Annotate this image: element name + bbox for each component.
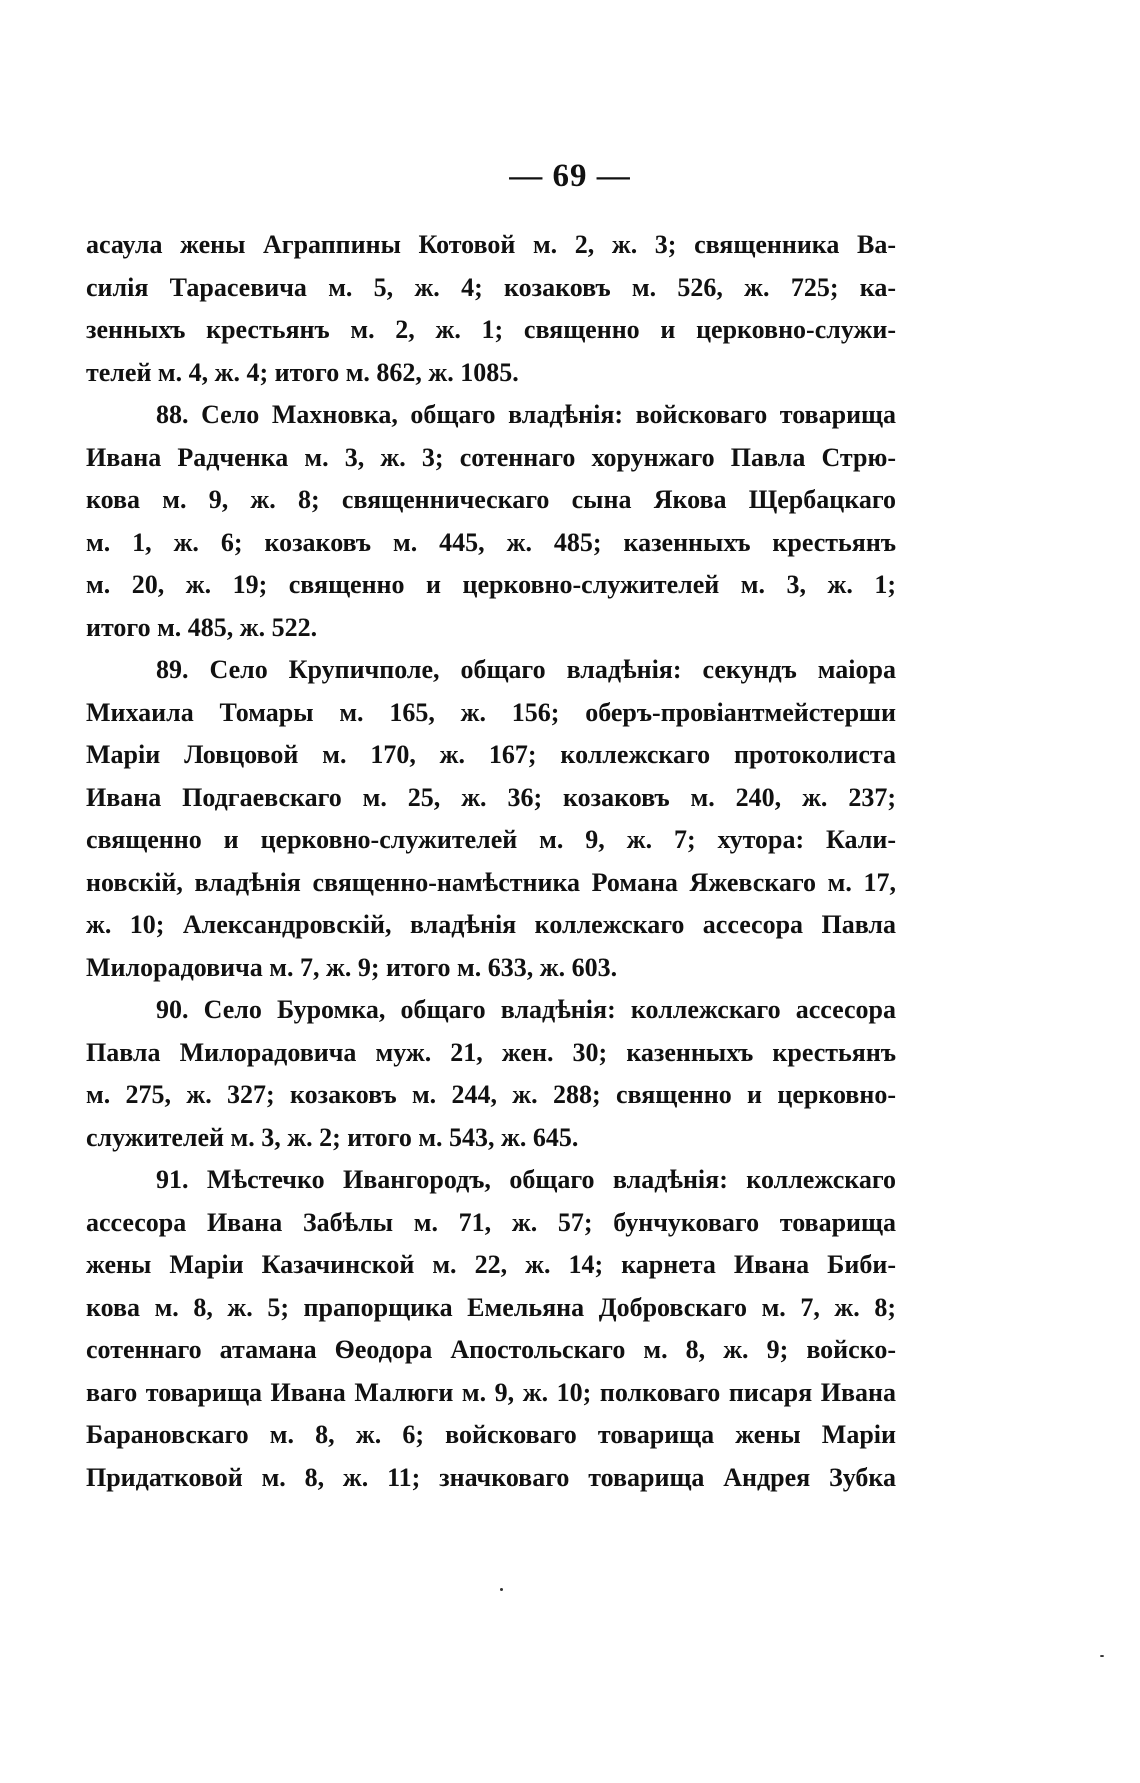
text-line: 91. Мѣстечко Ивангородъ, общаго владѣнія: коллежскаго — [156, 1165, 896, 1194]
text-line: 88. Село Махновка, общаго владѣнія: войсковаго товарища — [156, 400, 896, 429]
text-line: ассесора Ивана Забѣлы м. 71, ж. 57; бунчуковаго товарища — [86, 1207, 896, 1237]
text-line: Ивана Радченка м. 3, ж. 3; сотеннаго хорунжаго Павла Стрю- — [86, 442, 896, 472]
text-line: новскій, владѣнія священно-намѣстника Романа Яжевскаго м. 17, — [86, 867, 896, 897]
text-line: жены Маріи Казачинской м. 22, ж. 14; карнета Ивана Биби- — [86, 1250, 896, 1279]
scan-speck — [1100, 1655, 1104, 1657]
text-line: Маріи Ловцовой м. 170, ж. 167; коллежскаго протоколиста — [86, 740, 896, 769]
text-line: Милорадовича м. 7, ж. 9; итого м. 633, ж. 603. — [86, 952, 618, 982]
text-line: зенныхъ крестьянъ м. 2, ж. 1; священно и церковно-служи- — [86, 315, 896, 344]
text-line: Придатковой м. 8, ж. 11; значковаго товарища Андрея Зубка — [86, 1462, 896, 1492]
text-line: кова м. 9, ж. 8; священническаго сына Якова Щербацкаго — [86, 485, 896, 514]
text-line: м. 20, ж. 19; священно и церковно-служителей м. 3, ж. 1; — [86, 570, 896, 599]
text-line: Павла Милорадовича муж. 21, жен. 30; казенныхъ крестьянъ — [86, 1037, 896, 1067]
scan-speck — [500, 1588, 503, 1591]
text-line: Барановскаго м. 8, ж. 6; войсковаго товарища жены Маріи — [86, 1420, 896, 1449]
text-line: сотеннаго атамана Ѳеодора Апостольскаго м. 8, ж. 9; войско- — [86, 1335, 896, 1364]
text-line: 90. Село Буромка, общаго владѣнія: коллежскаго ассесора — [156, 995, 896, 1024]
text-line: м. 1, ж. 6; козаковъ м. 445, ж. 485; казенныхъ крестьянъ — [86, 527, 896, 557]
text-line: ж. 10; Александровскій, владѣнія коллежскаго ассесора Павла — [86, 910, 896, 939]
text-block — [86, 224, 896, 1499]
text-line: Ивана Подгаевскаго м. 25, ж. 36; козаковъ м. 240, ж. 237; — [86, 782, 896, 812]
text-line: итого м. 485, ж. 522. — [86, 612, 318, 642]
text-line: силія Тарасевича м. 5, ж. 4; козаковъ м. 526, ж. 725; ка- — [86, 272, 896, 302]
text-line: асаула жены Аграппины Котовой м. 2, ж. 3; священника Ва- — [86, 230, 896, 259]
text-line: служителей м. 3, ж. 2; итого м. 543, ж. 645. — [86, 1122, 579, 1152]
page-number: — 69 — — [509, 158, 631, 194]
text-line: м. 275, ж. 327; козаковъ м. 244, ж. 288; священно и церковно- — [86, 1080, 896, 1109]
text-line: ваго товарища Ивана Малюги м. 9, ж. 10; полковаго писаря Ивана — [86, 1377, 896, 1407]
text-line: Михаила Томары м. 165, ж. 156; оберъ-провіантмейстерши — [86, 697, 896, 727]
text-line: 89. Село Крупичполе, общаго владѣнія: секундъ маіора — [156, 655, 896, 684]
text-line: кова м. 8, ж. 5; прапорщика Емельяна Добровскаго м. 7, ж. 8; — [86, 1292, 896, 1322]
text-line: священно и церковно-служителей м. 9, ж. 7; хутора: Кали- — [86, 825, 896, 854]
text-line: телей м. 4, ж. 4; итого м. 862, ж. 1085. — [86, 357, 519, 387]
